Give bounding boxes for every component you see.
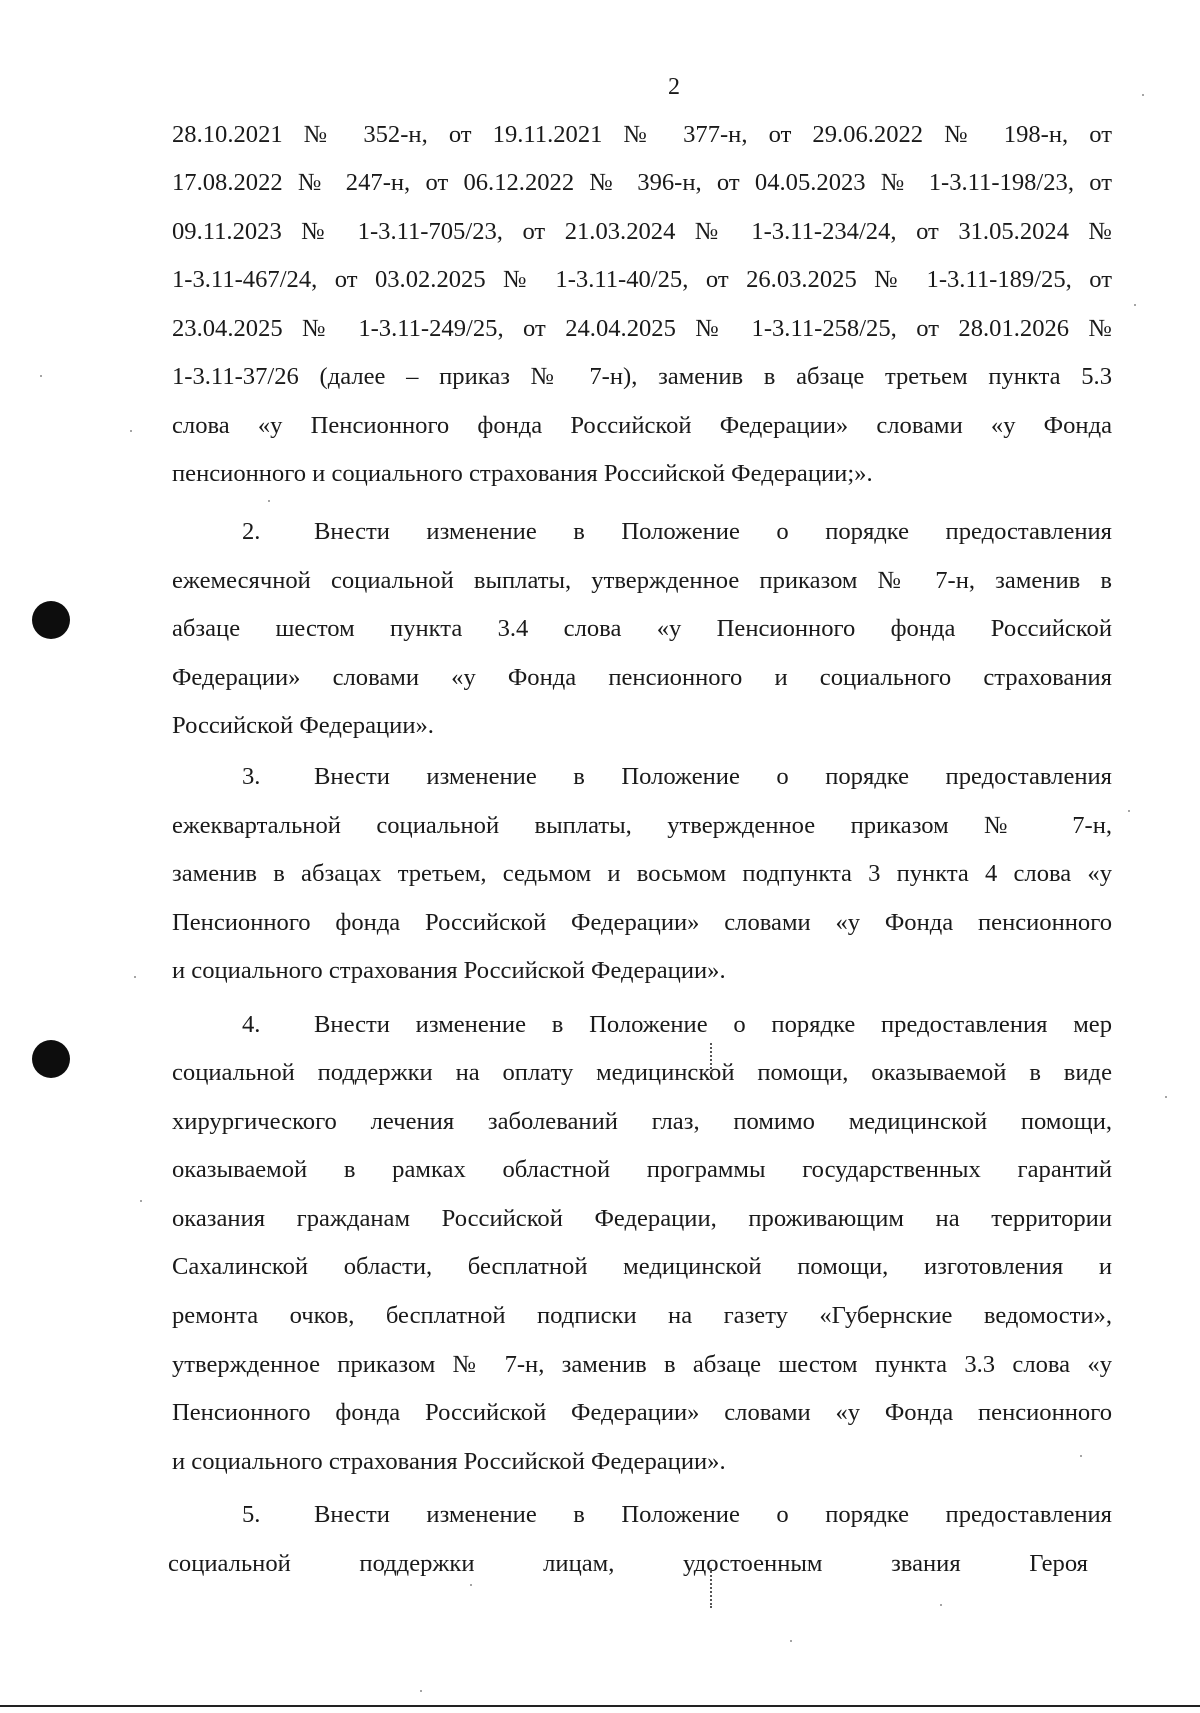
text-line: Пенсионного фонда Российской Федерации» словами «у Фонда пенсионного — [172, 1399, 1112, 1426]
scan-speck — [470, 1584, 472, 1586]
scan-speck — [1080, 1455, 1082, 1457]
text-line: Внести изменение в Положение о порядке предоставления — [314, 763, 1112, 790]
text-line: 1-3.11-37/26 (далее – приказ № 7-н), заменив в абзаце третьем пункта 5.3 — [172, 363, 1112, 390]
scan-speck — [420, 1690, 422, 1692]
text-line: хирургического лечения заболеваний глаз, помимо медицинской помощи, — [172, 1108, 1112, 1135]
scan-speck — [1134, 304, 1136, 306]
text-line: слова «у Пенсионного фонда Российской Федерации» словами «у Фонда — [172, 412, 1112, 439]
text-line: Российской Федерации». — [172, 712, 434, 739]
text-line: оказываемой в рамках областной программы государственных гарантий — [172, 1156, 1112, 1183]
text-line: утвержденное приказом № 7-н, заменив в абзаце шестом пункта 3.3 слова «у — [172, 1351, 1112, 1378]
text-line: Пенсионного фонда Российской Федерации» словами «у Фонда пенсионного — [172, 909, 1112, 936]
text-line: 1-3.11-467/24, от 03.02.2025 № 1-3.11-40/25, от 26.03.2025 № 1-3.11-189/25, от — [172, 266, 1112, 293]
scan-speck — [790, 1640, 792, 1642]
scan-speck — [140, 1200, 142, 1202]
text-line: социальной поддержки лицам, удостоенным звания Героя — [168, 1550, 1088, 1577]
paragraph-first-line — [242, 1010, 1112, 1040]
item-number: 4. — [242, 1011, 261, 1038]
paragraph-first-line — [242, 1500, 1112, 1530]
paragraph-first-line — [242, 762, 1112, 792]
text-line: Сахалинской области, бесплатной медицинской помощи, изготовления и — [172, 1253, 1112, 1280]
text-line: ежеквартальной социальной выплаты, утвержденное приказом № 7-н, — [172, 812, 1112, 839]
item-number: 3. — [242, 763, 261, 790]
text-line: социальной поддержки на оплату медицинской помощи, оказываемой в виде — [172, 1059, 1112, 1086]
scan-speck — [1128, 810, 1130, 812]
text-line: 09.11.2023 № 1-3.11-705/23, от 21.03.2024 № 1-3.11-234/24, от 31.05.2024 № — [172, 218, 1112, 245]
text-line: абзаце шестом пункта 3.4 слова «у Пенсионного фонда Российской — [172, 615, 1112, 642]
text-line: и социального страхования Российской Федерации». — [172, 1448, 726, 1475]
scan-speck — [130, 430, 132, 432]
page-number: 2 — [668, 74, 680, 100]
scan-speck — [1142, 94, 1144, 96]
scan-speck — [268, 500, 270, 502]
scan-speck — [134, 976, 136, 978]
text-line: ежемесячной социальной выплаты, утвержденное приказом № 7-н, заменив в — [172, 567, 1112, 594]
item-number: 2. — [242, 518, 261, 545]
scan-artifact — [710, 1043, 714, 1073]
scan-edge-line — [0, 1705, 1200, 1707]
text-line: оказания гражданам Российской Федерации, проживающим на территории — [172, 1205, 1112, 1232]
hole-punch-mark — [32, 1040, 70, 1078]
text-line: 17.08.2022 № 247-н, от 06.12.2022 № 396-н, от 04.05.2023 № 1-3.11-198/23, от — [172, 169, 1112, 196]
scan-artifact — [710, 1568, 714, 1608]
text-line: Федерации» словами «у Фонда пенсионного и социального страхования — [172, 664, 1112, 691]
text-line: ремонта очков, бесплатной подписки на газету «Губернские ведомости», — [172, 1302, 1112, 1329]
text-line: заменив в абзацах третьем, седьмом и восьмом подпункта 3 пункта 4 слова «у — [172, 860, 1112, 887]
text-line: 23.04.2025 № 1-3.11-249/25, от 24.04.2025 № 1-3.11-258/25, от 28.01.2026 № — [172, 315, 1112, 342]
scan-speck — [940, 1604, 942, 1606]
scan-speck — [1165, 1096, 1167, 1098]
text-line: Внести изменение в Положение о порядке предоставления мер — [314, 1011, 1112, 1038]
scan-speck — [40, 375, 42, 377]
paragraph-first-line — [242, 517, 1112, 547]
item-number: 5. — [242, 1501, 261, 1528]
text-line: Внести изменение в Положение о порядке предоставления — [314, 1501, 1112, 1528]
hole-punch-mark — [32, 601, 70, 639]
text-line: и социального страхования Российской Федерации». — [172, 957, 726, 984]
text-line: пенсионного и социального страхования Российской Федерации;». — [172, 460, 873, 487]
text-line: Внести изменение в Положение о порядке предоставления — [314, 518, 1112, 545]
text-line: 28.10.2021 № 352-н, от 19.11.2021 № 377-н, от 29.06.2022 № 198-н, от — [172, 121, 1112, 148]
